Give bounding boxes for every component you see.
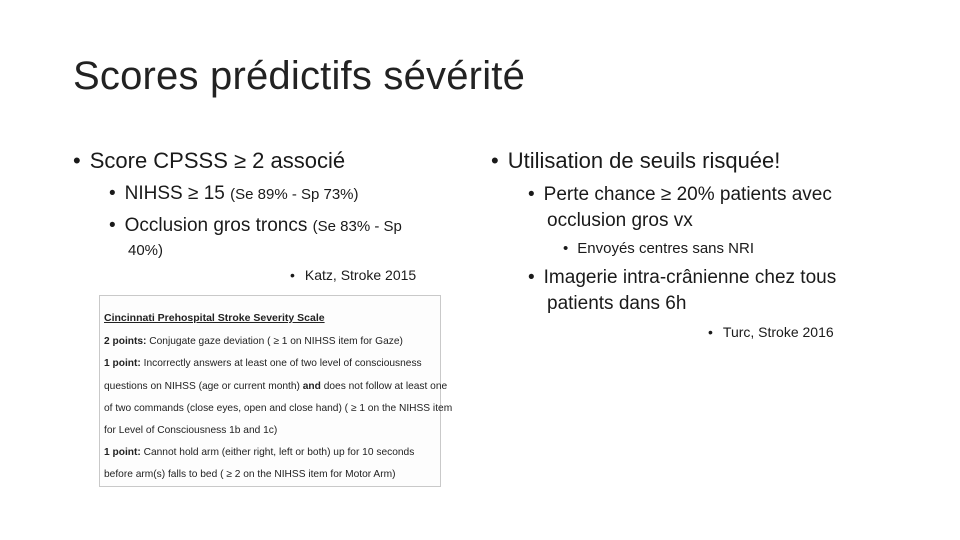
bullet-icon: • — [563, 240, 569, 257]
bullet-icon: • — [109, 215, 116, 236]
scale-line — [104, 358, 422, 369]
scale-line: of two commands (close eyes, open and close hand) ( ≥ 1 on the NIHSS item — [104, 403, 453, 414]
left-main-bullet-text: Score CPSSS ≥ 2 associé — [89, 148, 346, 173]
right-main-bullet-text: Utilisation de seuils risquée! — [507, 148, 781, 173]
bullet-icon: • — [109, 183, 116, 204]
occlusion-stats-cont: 40%) — [128, 242, 164, 259]
bullet-icon: • — [708, 324, 713, 340]
perte-line1: Perte chance ≥ 20% patients avec — [543, 184, 832, 205]
scale-text: does not follow at least one — [320, 381, 448, 392]
occlusion-text: Occlusion gros troncs — [124, 215, 308, 236]
bullet-icon: • — [290, 267, 295, 283]
points-label: 1 point: — [104, 358, 141, 369]
right-subsub-bullet — [563, 240, 754, 257]
left-citation — [290, 267, 416, 283]
bullet-icon: • — [528, 184, 535, 205]
scale-text: questions on NIHSS (age or current month) — [104, 381, 303, 392]
scale-line — [104, 381, 447, 392]
bullet-icon: • — [528, 267, 535, 288]
and-label: and — [302, 381, 321, 392]
nihss-stats: (Se 89% - Sp 73%) — [230, 186, 359, 203]
points-label: 2 points: — [104, 336, 147, 347]
left-main-bullet — [73, 148, 345, 174]
imagerie-line2: patients dans 6h — [547, 293, 687, 314]
right-sub-bullet-perte — [528, 184, 832, 206]
left-sub-bullet-occlusion — [109, 215, 402, 237]
right-citation — [708, 324, 834, 340]
cpsss-scale-image — [99, 295, 453, 487]
points-label: 1 point: — [104, 447, 141, 458]
bullet-icon: • — [491, 148, 499, 173]
scale-line: for Level of Consciousness 1b and 1c) — [104, 425, 278, 436]
slide-title: Scores prédictifs sévérité — [73, 54, 526, 98]
perte-line2: occlusion gros vx — [547, 210, 693, 231]
nihss-text: NIHSS ≥ 15 — [124, 183, 225, 204]
right-main-bullet — [491, 148, 780, 174]
scale-line — [104, 336, 403, 347]
scale-line — [104, 447, 414, 458]
scale-text: Cannot hold arm (either right, left or both) up for 10 seconds — [140, 447, 415, 458]
left-sub-bullet-nihss — [109, 183, 359, 205]
scale-text: Incorrectly answers at least one of two level of consciousness — [140, 358, 422, 369]
scale-text: Conjugate gaze deviation ( ≥ 1 on NIHSS item for Gaze) — [146, 336, 403, 347]
turc-citation: Turc, Stroke 2016 — [722, 324, 834, 340]
occlusion-stats: (Se 83% - Sp — [312, 218, 402, 235]
scale-line: before arm(s) falls to bed ( ≥ 2 on the NIHSS item for Motor Arm) — [104, 469, 396, 480]
envoyes-text: Envoyés centres sans NRI — [577, 240, 755, 257]
scale-heading: Cincinnati Prehospital Stroke Severity Scale — [104, 312, 325, 324]
bullet-icon: • — [73, 148, 81, 173]
katz-citation: Katz, Stroke 2015 — [304, 267, 417, 283]
imagerie-line1: Imagerie intra-crânienne chez tous — [543, 267, 837, 288]
right-sub-bullet-imagerie — [528, 267, 836, 289]
